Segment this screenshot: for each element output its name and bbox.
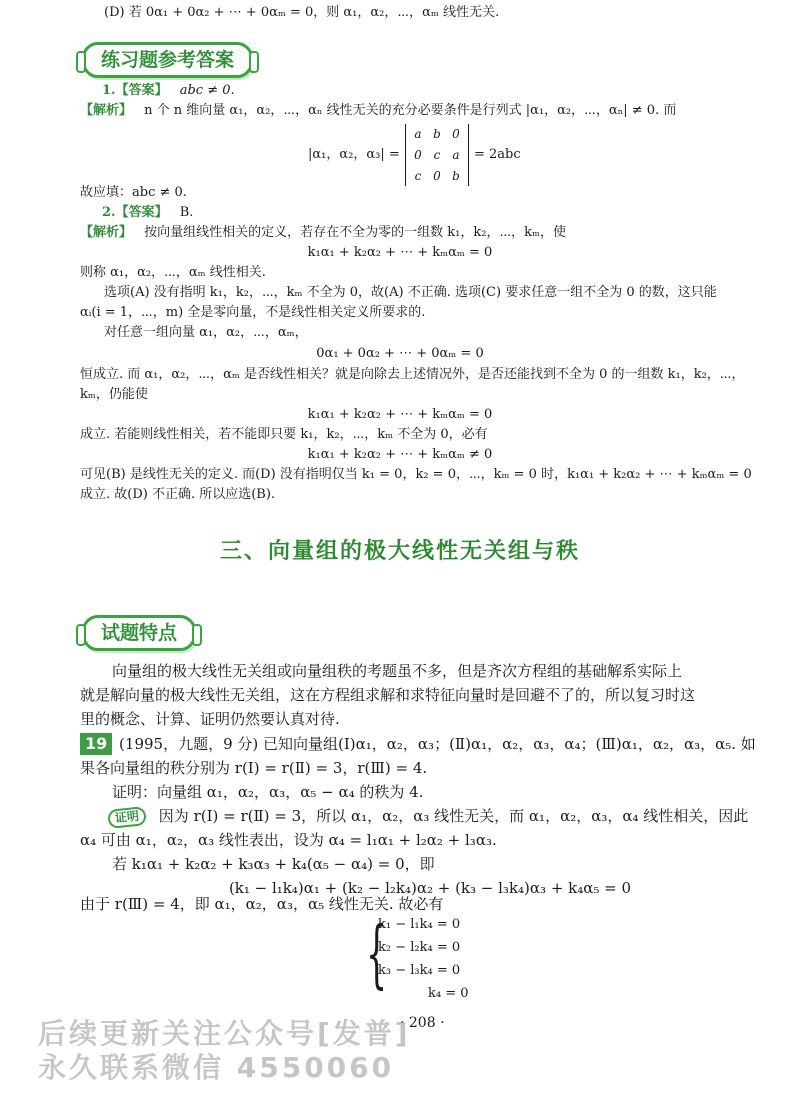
matrix-cell: a (452, 148, 460, 162)
formula-line: k₁α₁ + k₂α₂ + ⋯ + kₘαₘ ≠ 0 (307, 447, 493, 462)
features-text: 向量组的极大线性无关组或向量组秩的考题虽不多，但是齐次方程组的基础解系实际上 (112, 662, 683, 680)
answer-2-tag: 2.【答案】 (102, 205, 168, 220)
matrix-cell: c (414, 169, 422, 183)
text-line: 可见(B) 是线性无关的定义. 而(D) 没有指明仅当 k₁ = 0，k₂ = 0，⋯，kₘ = 0 时，k₁α₁ + k₂α₂ + ⋯ + kₘαₘ = 0 (80, 467, 752, 482)
watermark-line: 后续更新关注公众号[发普] (38, 1017, 411, 1050)
proof-formula: (k₁ − l₁k₄)α₁ + (k₂ − l₂k₄)α₂ + (k₃ − l₃k₄)α₃ + k₄α₅ = 0 (228, 879, 632, 897)
system-equation: k₄ = 0 (428, 986, 469, 1001)
question-19-text: (1995，九题，9 分) 已知向量组(Ⅰ)α₁，α₂，α₃；(Ⅱ)α₁，α₂，α₃，α₄；(Ⅲ)α₁，α₂，α₃，α₅. 如 (119, 735, 756, 753)
answers-section-badge: 练习题参考答案 (82, 42, 253, 78)
text-line: 选项(A) 没有指明 k₁，k₂，⋯，kₘ 不全为 0，故(A) 不正确. 选项(C) 要求任意一组不全为 0 的数，这只能 (104, 285, 717, 300)
option-d-line: (D) 若 0α₁ + 0α₂ + ⋯ + 0αₘ = 0，则 α₁，α₂，⋯，αₘ 线性无关. (104, 5, 500, 20)
proof-text: α₄ 可由 α₁，α₂，α₃ 线性表出，设为 α₄ = l₁α₁ + l₂α₂ + l₃α₃. (80, 831, 497, 849)
features-text: 里的概念、计算、证明仍然要认真对待. (80, 710, 340, 728)
matrix-cell: 0 (414, 148, 422, 162)
analysis-1-line (80, 102, 676, 120)
proof-tag: 证明 (107, 806, 147, 829)
determinant-right: = 2abc (474, 147, 521, 162)
matrix-cell: b (433, 127, 441, 141)
analysis-2-line (80, 224, 566, 242)
formula-line: k₁α₁ + k₂α₂ + ⋯ + kₘαₘ = 0 (307, 245, 493, 260)
analysis-1-tag: 【解析】 (80, 103, 133, 118)
watermark-line: 永久联系微信 4550060 (38, 1051, 395, 1084)
text-line: 成立. 故(D) 不正确. 所以应选(B). (80, 487, 276, 502)
proof-text: 由于 r(Ⅲ) = 4，即 α₁，α₂，α₃，α₅ 线性无关. 故必有 (80, 895, 444, 913)
analysis-2-text: 按向量组线性相关的定义，若存在不全为零的一组数 k₁，k₂，⋯，kₘ，使 (144, 225, 567, 240)
proof-text: 若 k₁α₁ + k₂α₂ + k₃α₃ + k₄(α₅ − α₄) = 0，即 (112, 855, 435, 873)
determinant-matrix (405, 124, 469, 186)
system-brace: { (366, 911, 388, 997)
text-line: 对任意一组向量 α₁，α₂，⋯，αₘ， (104, 325, 308, 340)
text-line: kₘ，仍能使 (80, 387, 148, 402)
text-line: 恒成立. 而 α₁，α₂，⋯，αₘ 是否线性相关？就是向除去上述情况外，是否还能找到不全为 0 的一组数 k₁，k₂，⋯， (80, 367, 745, 382)
question-19-text: 果各向量组的秩分别为 r(Ⅰ) = r(Ⅱ) = 3，r(Ⅲ) = 4. (80, 759, 428, 777)
section-title: 三、向量组的极大线性无关组与秩 (219, 539, 580, 564)
system-equation: k₂ − l₂k₄ = 0 (378, 940, 461, 955)
page-number: · 208 · (400, 1015, 445, 1031)
answer-2-line (102, 204, 193, 222)
formula-line: 0α₁ + 0α₂ + ⋯ + 0αₘ = 0 (316, 346, 484, 361)
system-equation: k₃ − l₃k₄ = 0 (378, 963, 461, 978)
text-line: 成立. 若能则线性相关，若不能即只要 k₁，k₂，⋯，kₘ 不全为 0，必有 (80, 427, 488, 442)
answer-1-value: abc ≠ 0. (179, 83, 235, 98)
answer-1-tag: 1.【答案】 (102, 83, 168, 98)
system-equation: k₁ − l₁k₄ = 0 (378, 917, 461, 932)
formula-line: k₁α₁ + k₂α₂ + ⋯ + kₘαₘ = 0 (307, 407, 493, 422)
text-line: 则称 α₁，α₂，⋯，αₘ 线性相关. (80, 265, 266, 280)
determinant-left: |α₁，α₂，α₃| = (308, 147, 400, 162)
question-19-line (80, 733, 756, 755)
matrix-cell: 0 (452, 127, 460, 141)
answer-1-conclusion: 故应填：abc ≠ 0. (80, 185, 187, 200)
answer-2-value: B. (179, 205, 194, 220)
answer-1-line (102, 82, 235, 100)
text-line: αᵢ(i = 1，⋯，m) 全是零向量，不是线性相关定义所要求的. (80, 305, 426, 320)
matrix-cell: c (433, 148, 441, 162)
analysis-2-tag: 【解析】 (80, 225, 133, 240)
question-19-claim: 证明：向量组 α₁，α₂，α₃，α₅ − α₄ 的秩为 4. (112, 783, 424, 801)
features-section-badge: 试题特点 (82, 615, 196, 651)
analysis-1-text: n 个 n 维向量 α₁，α₂，⋯，αₙ 线性无关的充分必要条件是行列式 |α₁，α₂，⋯，αₙ| ≠ 0. 而 (144, 103, 677, 118)
features-text: 就是解向量的极大线性无关组，这在方程组求解和求特征向量时是回避不了的，所以复习时这 (80, 686, 696, 704)
matrix-cell: 0 (433, 169, 441, 183)
question-number-badge: 19 (80, 733, 112, 755)
matrix-cell: b (452, 169, 460, 183)
proof-text: 因为 r(Ⅰ) = r(Ⅱ) = 3，所以 α₁，α₂，α₃ 线性无关，而 α₁，α₂，α₃，α₄ 线性相关，因此 (158, 807, 749, 825)
proof-line (108, 805, 748, 827)
matrix-cell: a (414, 127, 422, 141)
